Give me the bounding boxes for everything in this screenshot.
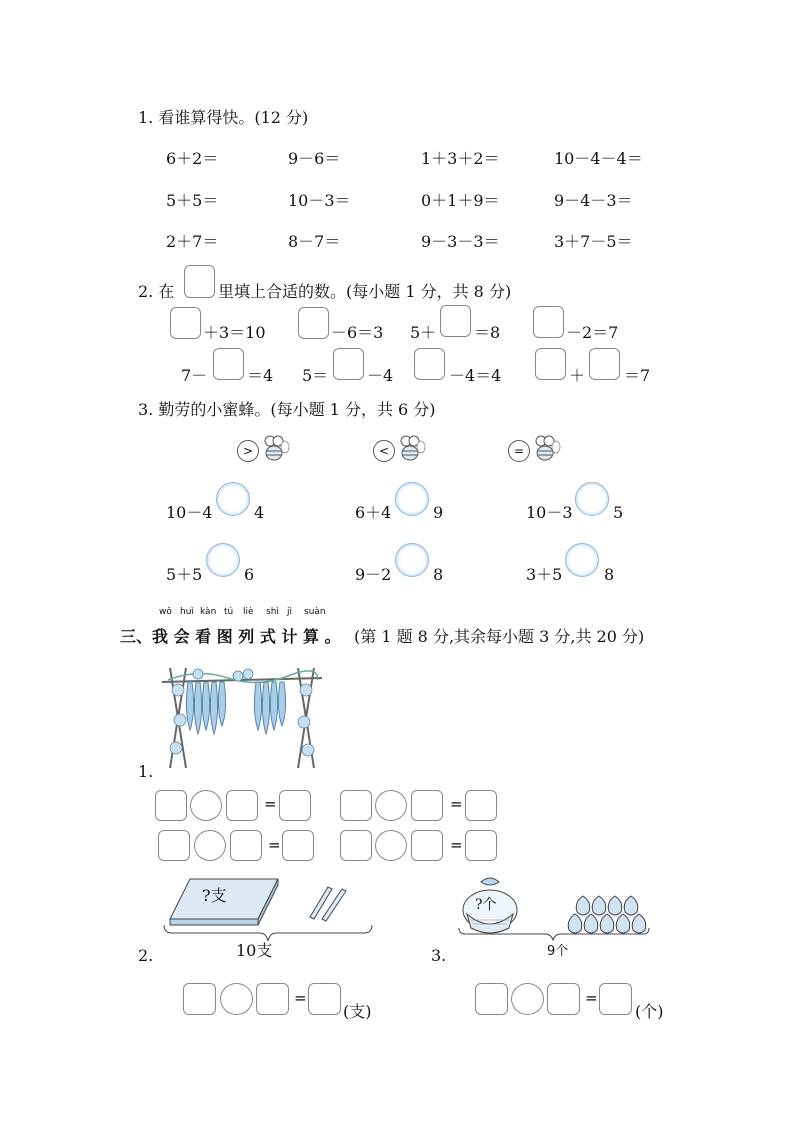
- basket-label: ?个: [475, 897, 497, 913]
- bee-icon: [260, 432, 290, 464]
- p3-eq: =: [585, 989, 598, 1007]
- q3-r2-left-2: 9－2: [355, 565, 392, 584]
- p1c-box-3[interactable]: [282, 830, 314, 861]
- total-pens-label: 10支: [236, 941, 273, 960]
- p1b-eq: =: [450, 795, 463, 813]
- p3-box-1[interactable]: [475, 983, 508, 1015]
- q3-r1-blank-2[interactable]: [395, 482, 429, 516]
- q2-item-12: ＝7: [624, 366, 651, 385]
- p2-eq: =: [294, 989, 307, 1007]
- p2-op-1[interactable]: [220, 983, 253, 1015]
- q3-r2-left-1: 5＋5: [166, 565, 203, 584]
- q2-item-1: ＋3＝10: [203, 323, 266, 342]
- q3-r1-left-2: 6＋4: [355, 503, 392, 522]
- q3-symbol-lt: <: [373, 440, 395, 462]
- p2-box-2[interactable]: [256, 983, 289, 1015]
- q2-blank-2[interactable]: [298, 307, 329, 339]
- q2-title-post: 里填上合适的数。(每小题 1 分，共 8 分): [218, 282, 512, 301]
- p1a-box-3[interactable]: [279, 790, 311, 821]
- p1b-op-1[interactable]: [375, 790, 407, 821]
- q3-symbol-gt: >: [237, 440, 259, 462]
- bee-icon: [396, 432, 426, 464]
- total-pears-label: 9个: [547, 944, 569, 959]
- q3-r1-blank-1[interactable]: [216, 482, 250, 516]
- q1-r1c3: 1＋3＋2＝: [421, 149, 500, 168]
- p2-box-1[interactable]: [183, 983, 216, 1015]
- p3-box-2[interactable]: [547, 983, 580, 1015]
- pencil-box-illustration: [160, 873, 375, 943]
- q2-blank-6[interactable]: [333, 348, 364, 380]
- q2-item-11: ＋: [569, 366, 586, 385]
- section3-title: 三、我 会 看 图 列 式 计 算 。: [120, 627, 341, 646]
- problem1-label: 1.: [138, 762, 154, 781]
- p1b-box-1[interactable]: [340, 790, 372, 821]
- q3-r1-right-1: 4: [254, 503, 265, 522]
- p1a-box-2[interactable]: [226, 790, 258, 821]
- q3-r1-left-1: 10－4: [166, 503, 213, 522]
- q2-blank-3[interactable]: [440, 305, 471, 337]
- q2-item-6: 7－: [181, 366, 208, 385]
- q2-blank-1[interactable]: [170, 307, 201, 339]
- q1-r2c1: 5＋5＝: [166, 191, 219, 210]
- problem2-label: 2.: [138, 946, 154, 965]
- p1a-eq: =: [264, 795, 277, 813]
- q1-r1c2: 9－6＝: [288, 149, 341, 168]
- q2-title-pre: 2. 在: [138, 282, 175, 301]
- q1-r3c1: 2＋7＝: [166, 232, 219, 251]
- pinyin-8: suàn: [304, 607, 326, 617]
- pinyin-6: shì: [266, 607, 279, 617]
- q2-blank-8[interactable]: [535, 348, 566, 380]
- q1-r3c4: 3＋7－5＝: [554, 232, 633, 251]
- pinyin-1: wǒ: [159, 607, 172, 617]
- section3-score: (第 1 题 8 分,其余每小题 3 分,共 20 分): [354, 627, 645, 646]
- p3-op-1[interactable]: [511, 983, 544, 1015]
- q1-r2c4: 9－4－3＝: [554, 191, 633, 210]
- q3-r2-blank-3[interactable]: [565, 543, 599, 577]
- q1-r2c2: 10－3＝: [288, 191, 351, 210]
- p2-box-3[interactable]: [308, 983, 341, 1015]
- p1a-box-1[interactable]: [155, 790, 187, 821]
- q2-item-9: －4: [367, 366, 394, 385]
- pencil-box-label: ?支: [202, 886, 227, 905]
- q2-blank-9[interactable]: [589, 348, 620, 380]
- pinyin-7: jì: [287, 607, 293, 617]
- q3-r2-right-1: 6: [244, 565, 255, 584]
- pinyin-3: kàn: [200, 607, 217, 617]
- p1b-box-2[interactable]: [411, 790, 443, 821]
- q1-r2c3: 0＋1＋9＝: [421, 191, 500, 210]
- q1-r1c4: 10－4－4＝: [554, 149, 643, 168]
- p1a-op-1[interactable]: [190, 790, 222, 821]
- q2-item-8: 5＝: [302, 366, 329, 385]
- problem3-label: 3.: [431, 946, 447, 965]
- p1c-box-2[interactable]: [230, 830, 262, 861]
- q3-r2-left-3: 3＋5: [526, 565, 563, 584]
- p3-unit: (个): [635, 1002, 664, 1021]
- p1d-op-1[interactable]: [375, 830, 407, 861]
- q2-item-5: －2＝7: [566, 323, 619, 342]
- p1c-box-1[interactable]: [158, 830, 190, 861]
- q2-blank-5[interactable]: [213, 348, 244, 380]
- q1-r3c3: 9－3－3＝: [421, 232, 500, 251]
- q2-blank-4[interactable]: [533, 306, 564, 338]
- q3-symbol-eq: =: [508, 440, 530, 462]
- p1d-box-2[interactable]: [411, 830, 443, 861]
- p1c-op-1[interactable]: [194, 830, 226, 861]
- q2-title-box: [184, 265, 215, 298]
- p1d-box-1[interactable]: [340, 830, 372, 861]
- q3-title: 3. 勤劳的小蜜蜂。(每小题 1 分，共 6 分): [138, 400, 436, 419]
- p1d-eq: =: [450, 836, 463, 854]
- pinyin-5: liè: [243, 607, 254, 617]
- q3-r1-blank-3[interactable]: [575, 482, 609, 516]
- p3-box-3[interactable]: [599, 983, 632, 1015]
- q2-item-3: 5＋: [410, 323, 437, 342]
- q3-r2-right-2: 8: [433, 565, 444, 584]
- p1c-eq: =: [268, 836, 281, 854]
- pea-trellis-illustration: [158, 660, 328, 770]
- pinyin-2: huì: [180, 607, 194, 617]
- q1-r3c2: 8－7＝: [288, 232, 341, 251]
- q3-r2-blank-2[interactable]: [395, 543, 429, 577]
- p1d-box-3[interactable]: [465, 830, 497, 861]
- q1-r1c1: 6＋2＝: [166, 149, 219, 168]
- q2-item-10: －4＝4: [449, 366, 502, 385]
- q2-item-7: ＝4: [247, 366, 274, 385]
- q3-r1-left-3: 10－3: [526, 503, 573, 522]
- q3-r1-right-3: 5: [613, 503, 624, 522]
- q3-r2-right-3: 8: [604, 565, 615, 584]
- pinyin-4: tú: [224, 607, 234, 617]
- p2-unit: (支): [343, 1002, 372, 1021]
- bee-icon: [531, 432, 561, 464]
- p1b-box-3[interactable]: [465, 790, 497, 821]
- q2-item-4: ＝8: [474, 323, 501, 342]
- q2-item-2: －6＝3: [331, 323, 384, 342]
- q3-r2-blank-1[interactable]: [206, 543, 240, 577]
- q2-blank-7[interactable]: [414, 348, 445, 380]
- q3-r1-right-2: 9: [433, 503, 444, 522]
- q1-title: 1. 看谁算得快。(12 分): [138, 108, 309, 127]
